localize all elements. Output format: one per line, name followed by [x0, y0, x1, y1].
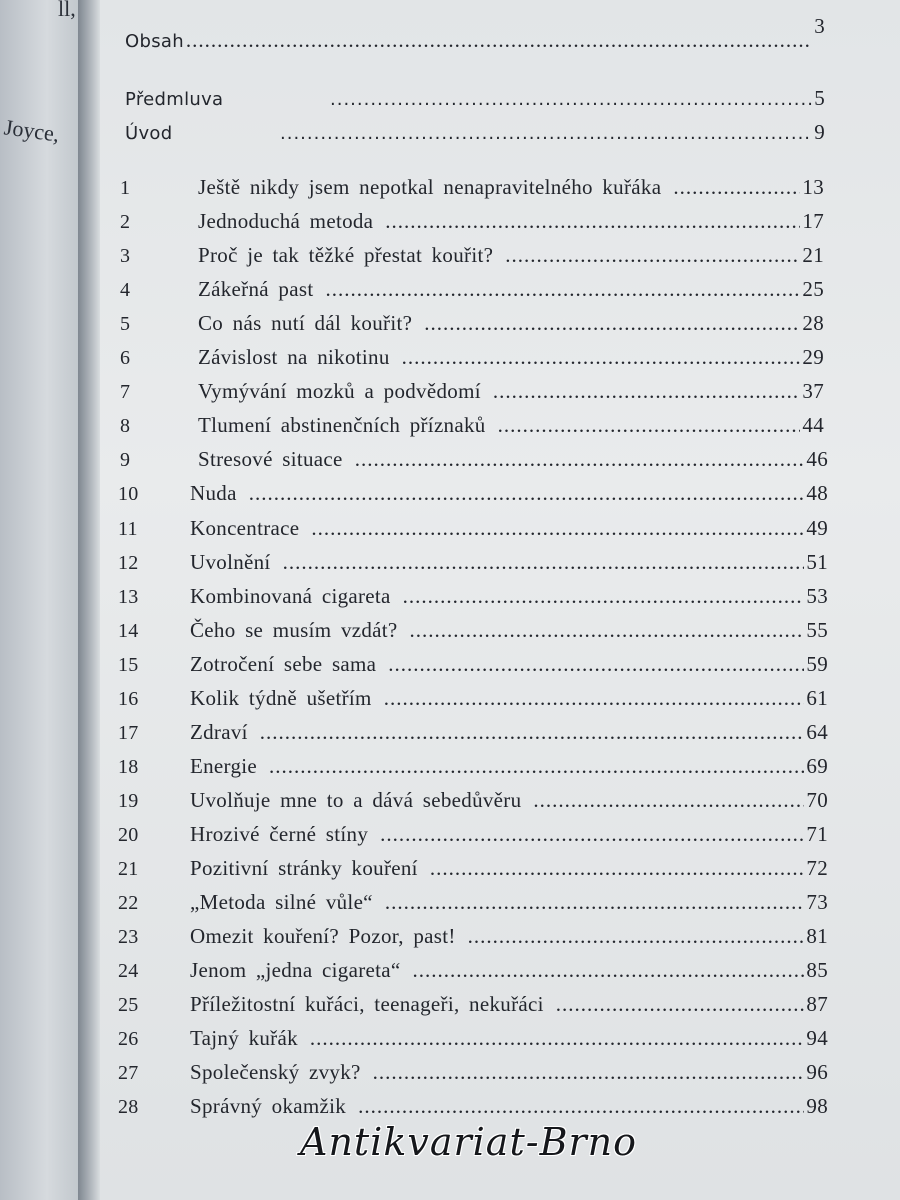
toc-leader-dots [330, 89, 812, 110]
chapter-page-number: 28 [802, 311, 824, 336]
chapter-number: 2 [120, 211, 131, 234]
toc-leader-dots [355, 447, 805, 472]
chapter-title: Kolik týdně ušetřím [190, 685, 372, 710]
toc-chapter-row [118, 890, 828, 915]
toc-leader-dots [249, 481, 805, 506]
left-page-fragment-joyce: Joyce, [2, 114, 62, 147]
toc-chapter-row [118, 584, 828, 609]
chapter-number: 7 [120, 381, 131, 404]
chapter-page-number: 55 [806, 617, 828, 642]
chapter-title: Nuda [190, 481, 237, 506]
toc-leader-dots [410, 618, 805, 643]
chapter-number: 20 [118, 823, 139, 846]
toc-title: Obsah [125, 31, 184, 52]
toc-page-number: 9 [814, 120, 825, 144]
chapter-title: Proč je tak těžké přestat kouřit? [198, 243, 494, 268]
chapter-number: 11 [118, 517, 138, 540]
toc-leader-dots [413, 958, 805, 983]
toc-leader-dots [385, 209, 800, 234]
chapter-page-number: 98 [806, 1094, 828, 1119]
contents-page [100, 0, 900, 1200]
toc-leader-dots [358, 1094, 804, 1119]
chapter-title: Koncentrace [190, 515, 300, 540]
chapter-page-number: 61 [806, 685, 828, 710]
chapter-title: Omezit kouření? Pozor, past! [190, 924, 456, 949]
toc-title: Předmluva [125, 89, 224, 110]
chapter-page-number: 25 [802, 277, 824, 302]
chapter-page-number: 69 [806, 753, 828, 778]
chapter-number: 27 [118, 1062, 139, 1085]
chapter-number: 4 [120, 279, 131, 302]
chapter-title: Co nás nutí dál kouřit? [198, 311, 413, 336]
chapter-title: Jednoduchá metoda [198, 209, 374, 234]
chapter-title: Jenom „jedna cigareta“ [190, 958, 401, 983]
chapter-title: Pozitivní stránky kouření [190, 856, 418, 880]
book-spine-shadow [78, 0, 100, 1200]
chapter-number: 8 [120, 415, 131, 438]
toc-chapter-row [118, 822, 828, 847]
chapter-page-number: 48 [806, 481, 828, 506]
toc-leader-dots [403, 584, 805, 609]
toc-chapter-row [118, 958, 828, 983]
toc-chapter-row [118, 311, 824, 336]
toc-row-obsah [125, 14, 825, 53]
toc-row-predmluva [125, 86, 825, 111]
chapter-page-number: 87 [806, 992, 828, 1017]
toc-chapter-row [118, 550, 828, 575]
chapter-title: Společenský zvyk? [190, 1060, 361, 1085]
toc-chapter-row [118, 243, 824, 268]
toc-chapter-row [118, 856, 828, 881]
chapter-number: 23 [118, 926, 139, 949]
chapter-title: Tlumení abstinenčních příznaků [198, 413, 486, 438]
chapter-title: Uvolnění [190, 549, 271, 574]
chapter-title: Hrozivé černé stíny [190, 821, 369, 846]
chapter-number: 6 [120, 347, 131, 370]
toc-leader-dots [269, 754, 804, 779]
watermark-antikvariat: Antikvariat-Brno [300, 1120, 638, 1164]
toc-leader-dots [468, 924, 805, 949]
toc-leader-dots [424, 311, 800, 336]
chapter-page-number: 21 [802, 243, 824, 268]
toc-chapter-row [118, 345, 824, 370]
chapter-page-number: 85 [806, 958, 828, 983]
chapter-title: Čeho se musím vzdát? [190, 617, 398, 642]
toc-chapter-row [118, 447, 828, 472]
chapter-title: Energie [190, 753, 258, 778]
chapter-title: Stresové situace [198, 447, 343, 472]
toc-chapter-row [118, 992, 828, 1017]
toc-chapter-row [118, 1094, 828, 1119]
toc-leader-dots [673, 175, 800, 200]
left-page-edge [0, 0, 78, 1200]
chapter-number: 26 [118, 1028, 139, 1051]
chapter-number: 19 [118, 789, 139, 812]
chapter-title: Správný okamžik [190, 1094, 347, 1119]
chapter-title: Ještě nikdy jsem nepotkal nenapravitelného kuřáka [198, 175, 662, 199]
chapter-title: Vymývání mozků a podvědomí [198, 379, 481, 404]
toc-leader-dots [311, 516, 804, 541]
toc-chapter-row [118, 175, 824, 200]
chapter-page-number: 49 [806, 515, 828, 540]
chapter-number: 15 [118, 653, 139, 676]
chapter-page-number: 94 [806, 1026, 828, 1051]
chapter-number: 12 [118, 551, 139, 574]
toc-chapter-row [118, 618, 828, 643]
toc-chapter-row [118, 754, 828, 779]
chapter-number: 24 [118, 960, 139, 983]
chapter-number: 10 [118, 483, 139, 506]
toc-leader-dots [186, 28, 812, 53]
toc-leader-dots [260, 720, 805, 745]
toc-chapter-row [118, 1026, 828, 1051]
chapter-number: 21 [118, 858, 139, 880]
toc-leader-dots [385, 890, 805, 915]
chapter-number: 13 [118, 585, 139, 608]
chapter-title: Závislost na nikotinu [198, 345, 390, 370]
chapter-number: 22 [118, 892, 139, 915]
toc-chapter-row [118, 686, 828, 711]
chapter-page-number: 73 [806, 890, 828, 915]
chapter-page-number: 29 [802, 345, 824, 370]
chapter-title: Tajný kuřák [190, 1026, 298, 1051]
chapter-title: Uvolňuje mne to a dává sebedůvěru [190, 787, 522, 812]
chapter-title: Zdraví [190, 719, 248, 744]
toc-chapter-row [118, 413, 824, 438]
chapter-page-number: 59 [806, 651, 828, 676]
toc-leader-dots [310, 1026, 805, 1051]
toc-leader-dots [283, 550, 805, 575]
toc-leader-dots [556, 992, 805, 1017]
chapter-page-number: 81 [806, 924, 828, 949]
chapter-page-number: 71 [806, 821, 828, 846]
toc-chapter-row [118, 516, 828, 541]
toc-chapter-row [118, 379, 824, 404]
toc-chapter-row [118, 481, 828, 506]
toc-page-number: 3 [814, 14, 825, 38]
chapter-page-number: 44 [802, 413, 824, 438]
chapter-title: Zákeřná past [198, 277, 314, 302]
toc-leader-dots [498, 413, 801, 438]
chapter-page-number: 96 [806, 1060, 828, 1085]
toc-chapter-row [118, 209, 824, 234]
toc-leader-dots [384, 686, 805, 711]
chapter-page-number: 13 [802, 175, 824, 199]
toc-leader-dots [493, 379, 801, 404]
chapter-number: 5 [120, 313, 131, 336]
toc-chapter-row [118, 1060, 828, 1085]
chapter-page-number: 37 [802, 379, 824, 404]
chapter-number: 17 [118, 721, 139, 744]
toc-row-uvod [125, 120, 825, 145]
chapter-title: „Metoda silné vůle“ [190, 890, 373, 915]
toc-leader-dots [505, 243, 800, 268]
chapter-title: Kombinovaná cigareta [190, 583, 391, 608]
chapter-number: 28 [118, 1096, 139, 1119]
toc-leader-dots [533, 788, 804, 813]
toc-leader-dots [402, 345, 801, 370]
toc-chapter-row [118, 652, 828, 677]
chapter-number: 1 [120, 177, 131, 199]
chapter-page-number: 64 [806, 719, 828, 744]
chapter-number: 18 [118, 755, 139, 778]
chapter-number: 3 [120, 245, 131, 268]
left-page-fragment-top: ll, [58, 0, 76, 21]
toc-chapter-row [118, 924, 828, 949]
chapter-page-number: 17 [802, 209, 824, 234]
chapter-page-number: 51 [806, 549, 828, 574]
toc-leader-dots [388, 652, 804, 677]
toc-leader-dots [373, 1060, 805, 1085]
toc-leader-dots [325, 277, 800, 302]
chapter-number: 25 [118, 994, 139, 1017]
chapter-page-number: 70 [806, 787, 828, 812]
chapter-title: Příležitostní kuřáci, teenageři, nekuřáci [190, 992, 544, 1017]
toc-chapter-row [118, 720, 828, 745]
toc-leader-dots [280, 123, 812, 144]
toc-title: Úvod [125, 123, 173, 144]
chapter-page-number: 46 [806, 447, 828, 472]
chapter-page-number: 53 [806, 583, 828, 608]
toc-chapter-row [118, 788, 828, 813]
toc-leader-dots [380, 822, 804, 847]
toc-page-number: 5 [814, 86, 825, 110]
toc-chapter-row [118, 277, 824, 302]
chapter-number: 9 [120, 449, 131, 472]
chapter-number: 14 [118, 619, 139, 642]
chapter-title: Zotročení sebe sama [190, 651, 377, 676]
chapter-page-number: 72 [806, 856, 828, 880]
toc-leader-dots [430, 856, 805, 881]
chapter-number: 16 [118, 687, 139, 710]
